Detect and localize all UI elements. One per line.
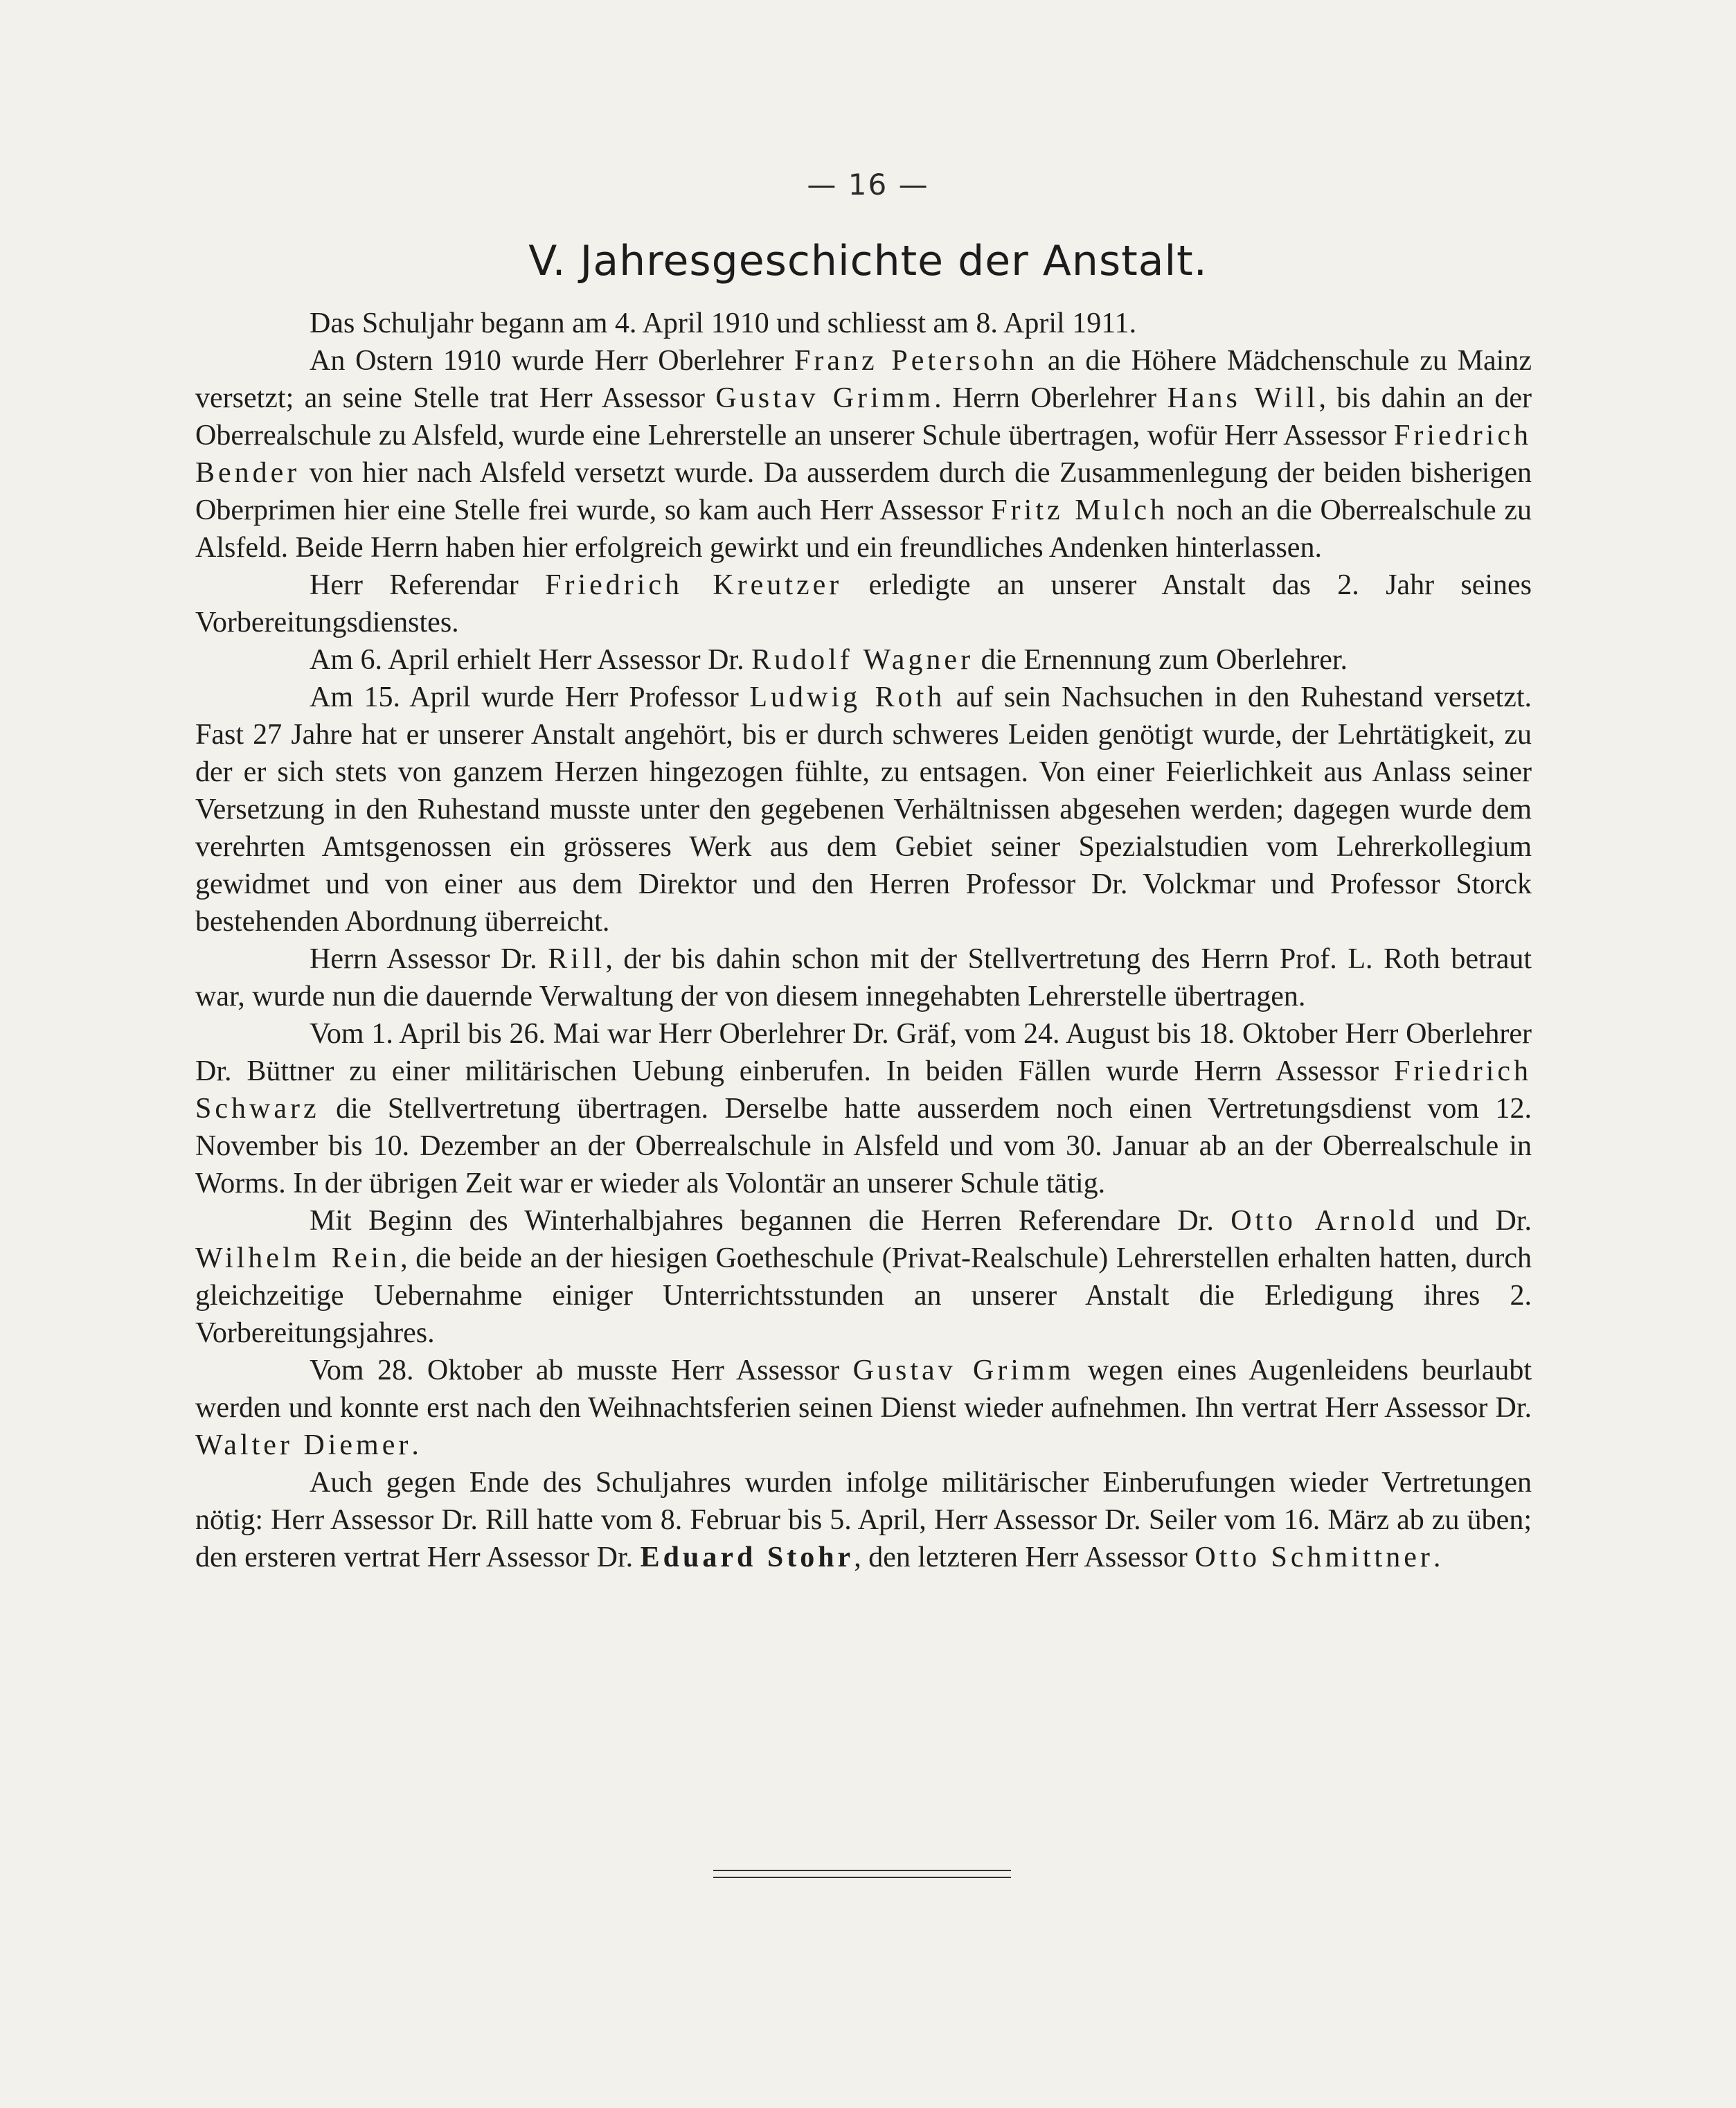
paragraph — [195, 641, 1532, 679]
text-run: noch an die Oberrealschule zu Alsfeld. Beide Herrn haben hier erfolgreich gewirkt und ein freundliches Andenken hinterlassen. — [195, 494, 1532, 564]
text-run: . Herrn Oberlehrer — [934, 382, 1167, 414]
text-run: Am 15. April wurde Herr Professor — [310, 681, 750, 713]
text-run: , bis dahin an der Oberrealschule zu Alsfeld, wurde eine Lehrerstelle an unserer Schule übertragen, wofür Herr Assessor — [195, 382, 1532, 452]
person-name: Rill — [548, 943, 606, 975]
person-name: Friedrich Kreutzer — [545, 569, 843, 601]
person-name: Gustav Grimm — [715, 382, 935, 414]
text-run: An Ostern 1910 wurde Herr Oberlehrer — [310, 345, 794, 377]
text-run: Herrn Assessor Dr. — [310, 943, 548, 975]
paragraph — [195, 342, 1532, 566]
text-run: , den letzteren Herr Assessor — [854, 1542, 1195, 1573]
closing-double-rule — [713, 1870, 1011, 1878]
text-run: von hier nach Alsfeld versetzt wurde. Da ausserdem durch die Zusammenlegung der beiden bisherigen Oberprimen hier eine Stelle frei wurde, so kam auch Herr Assessor — [195, 457, 1532, 526]
person-name: Rudolf Wagner — [751, 644, 974, 676]
person-name: Ludwig Roth — [749, 681, 946, 713]
text-run: erledigte an unserer Anstalt das 2. Jahr seines Vorbereitungsdienstes. — [195, 569, 1532, 638]
text-run: Mit Beginn des Winterhalbjahres begannen die Herren Referendare Dr. — [310, 1205, 1231, 1237]
page-number: — 16 — — [807, 168, 929, 202]
section-title: V. Jahresgeschichte der Anstalt. — [528, 237, 1208, 285]
person-name: Eduard Stohr — [640, 1542, 854, 1573]
paragraph — [195, 1352, 1532, 1464]
paragraph — [195, 305, 1532, 342]
person-name: Fritz Mulch — [991, 494, 1169, 526]
text-run: Auch gegen Ende des Schuljahres wurden infolge militärischer Einberufungen wieder Vertretungen nötig: Herr Assessor Dr. Rill hatte vom 8. Februar bis 5. April, Herr Assessor Dr. Seiler vom 16. März ab zu üben; den ersteren vertrat Herr Assessor Dr. — [195, 1467, 1532, 1573]
person-name: Wilhelm Rein — [195, 1242, 401, 1274]
paragraph — [195, 940, 1532, 1015]
text-run: auf sein Nachsuchen in den Ruhestand versetzt. Fast 27 Jahre hat er unserer Anstalt angehört, bis er durch schweres Leiden genötigt wurde, der Lehrtätigkeit, zu der er sich stets von ganzem Herzen hingezogen fühlte, zu entsagen. Von einer Feierlichkeit aus Anlass seiner Versetzung in den Ruhestand musste unter den gegebenen Verhältnissen abgesehen werden; dagegen wurde dem verehrten Amtsgenossen ein grösseres Werk aus dem Gebiet seiner Spezialstudien vom Lehrerkollegium gewidmet und von einer aus dem Direktor und den Herren Professor Dr. Volckmar und Professor Storck bestehenden Abordnung überreicht. — [195, 681, 1532, 938]
person-name: Friedrich Bender — [195, 420, 1532, 489]
person-name: Gustav Grimm — [852, 1355, 1075, 1386]
text-run: . — [411, 1429, 419, 1461]
text-run: an die Höhere Mädchenschule zu Mainz versetzt; an seine Stelle trat Herr Assessor — [195, 345, 1532, 414]
text-run: , die beide an der hiesigen Goetheschule (Privat-Realschule) Lehrerstellen erhalten hatten, durch gleichzeitige Uebernahme einiger Unterrichtsstunden an unserer Anstalt die Erledigung ihres 2. Vorbereitungsjahres. — [195, 1242, 1532, 1349]
person-name: Franz Petersohn — [794, 345, 1038, 377]
body-text — [195, 305, 1532, 1576]
person-name: Otto Arnold — [1231, 1205, 1418, 1237]
text-run: , der bis dahin schon mit der Stellvertretung des Herrn Prof. L. Roth betraut war, wurde nun die dauernde Verwaltung der von diesem innegehabten Lehrerstelle übertragen. — [195, 943, 1532, 1012]
text-run: Vom 1. April bis 26. Mai war Herr Oberlehrer Dr. Gräf, vom 24. August bis 18. Oktober Herr Oberlehrer Dr. Büttner zu einer militärischen Uebung einberufen. In beiden Fällen wurde Herrn Assessor — [195, 1018, 1532, 1087]
text-run: Vom 28. Oktober ab musste Herr Assessor — [310, 1355, 853, 1386]
person-name: Hans Will — [1167, 382, 1319, 414]
text-run: wegen eines Augenleidens beurlaubt werden und konnte erst nach den Weihnachtsferien seinen Dienst wieder aufnehmen. Ihn vertrat Herr Assessor Dr. — [195, 1355, 1532, 1424]
text-run: Das Schuljahr begann am 4. April 1910 und schliesst am 8. April 1911. — [310, 307, 1137, 339]
paragraph — [195, 1202, 1532, 1352]
text-run: die Ernennung zum Oberlehrer. — [974, 644, 1348, 676]
text-run: die Stellvertretung übertragen. Derselbe hatte ausserdem noch einen Vertretungsdienst vom 12. November bis 10. Dezember an der Oberrealschule in Alsfeld und vom 30. Januar ab an der Oberrealschule in Worms. In der übrigen Zeit war er wieder als Volontär an unserer Schule tätig. — [195, 1093, 1532, 1199]
person-name: Friedrich Schwarz — [195, 1055, 1532, 1125]
person-name: Otto Schmittner — [1194, 1542, 1433, 1573]
paragraph — [195, 566, 1532, 641]
paragraph — [195, 679, 1532, 940]
person-name: Walter Diemer — [195, 1429, 412, 1461]
paragraph — [195, 1464, 1532, 1576]
text-run: und Dr. — [1417, 1205, 1532, 1237]
text-run: Am 6. April erhielt Herr Assessor Dr. — [310, 644, 752, 676]
text-run: Herr Referendar — [310, 569, 546, 601]
paragraph — [195, 1015, 1532, 1202]
text-run: . — [1433, 1542, 1441, 1573]
